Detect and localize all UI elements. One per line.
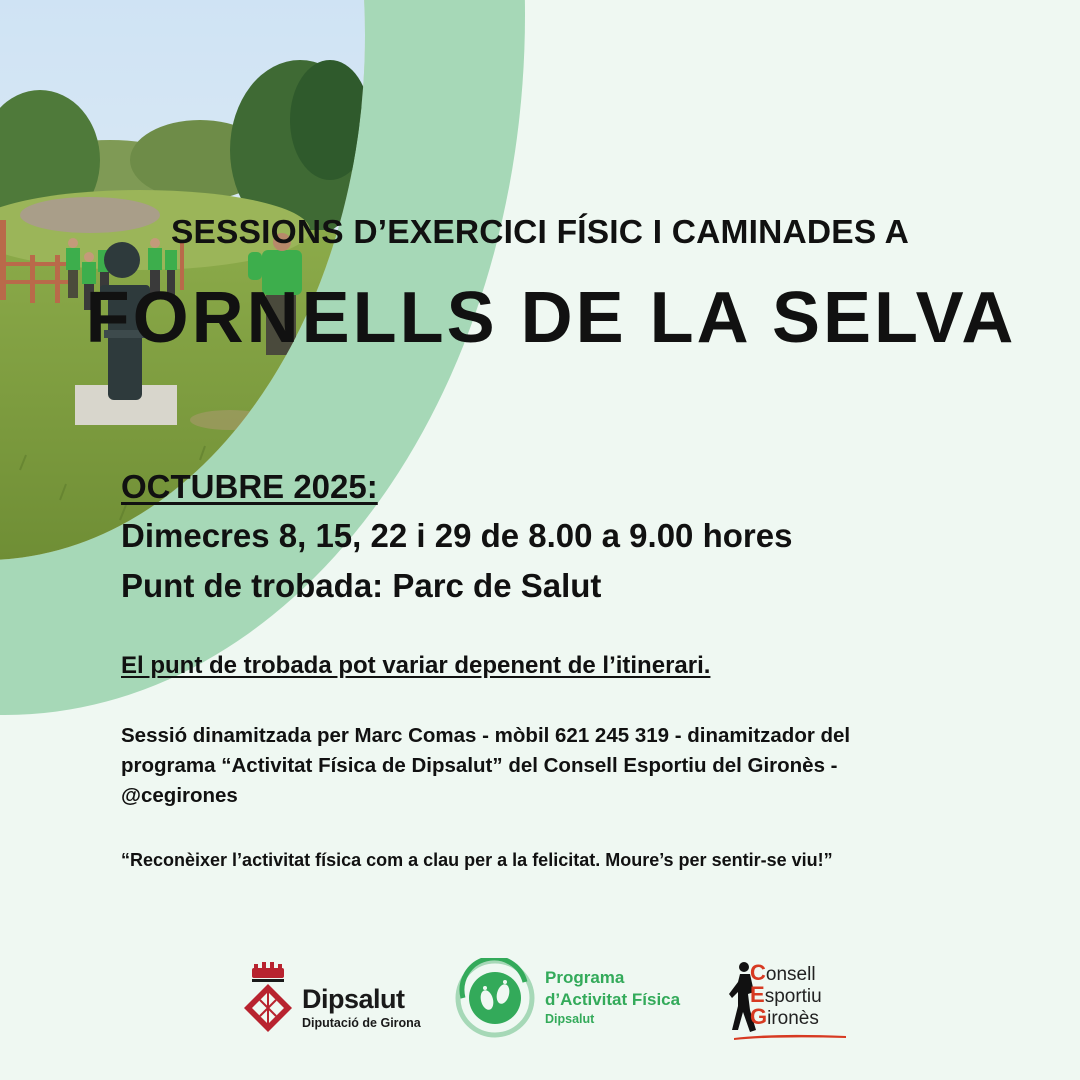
footprints-badge-icon [455,958,535,1038]
program-name-line1: Programa [545,968,625,987]
schedule-days: Dimecres 8, 15, 22 i 29 de 8.00 a 9.00 hores [121,517,793,554]
session-info-line: Sessió dinamitzada per Marc Comas - mòbil 621 245 319 - dinamitzador del [121,724,851,747]
program-name-line2: d’Activitat Física [545,990,681,1009]
ceg-initial: E [750,982,765,1007]
ceg-word-girones [750,1006,819,1030]
event-title: FORNELLS DE LA SELVA [85,278,1017,358]
program-name-line3: Dipsalut [545,1012,595,1026]
meeting-point: Punt de trobada: Parc de Salut [121,567,602,604]
motto-quote: “Reconèixer l’activitat física com a clau per a la felicitat. Moure’s per sentir-se viu!” [121,850,833,870]
ceg-word-rest: sportiu [764,986,822,1007]
ceg-initial: C [750,960,766,985]
dipsalut-name: Dipsalut [302,984,405,1014]
session-info-line: programa “Activitat Física de Dipsalut” del Consell Esportiu del Gironès - [121,754,838,777]
session-info [121,721,981,811]
ceg-initial: G [750,1004,768,1029]
month-label: OCTUBRE 2025: [121,468,378,505]
dipsalut-logo [240,962,450,1042]
event-subtitle: SESSIONS D’EXERCICI FÍSIC I CAMINADES A [170,214,910,251]
session-info-handle: @cegirones [121,784,238,807]
ceg-word-rest: onsell [765,964,816,985]
dipsalut-subtitle: Diputació de Girona [302,1016,421,1030]
program-logo [455,958,715,1038]
red-streak-icon [734,1032,846,1040]
meeting-point-note: El punt de trobada pot variar depenent de l’itinerari. [121,652,711,679]
girona-coat-of-arms-icon [240,962,296,1038]
ceg-word-rest: ironès [767,1008,819,1029]
consell-esportiu-logo [728,960,848,1042]
